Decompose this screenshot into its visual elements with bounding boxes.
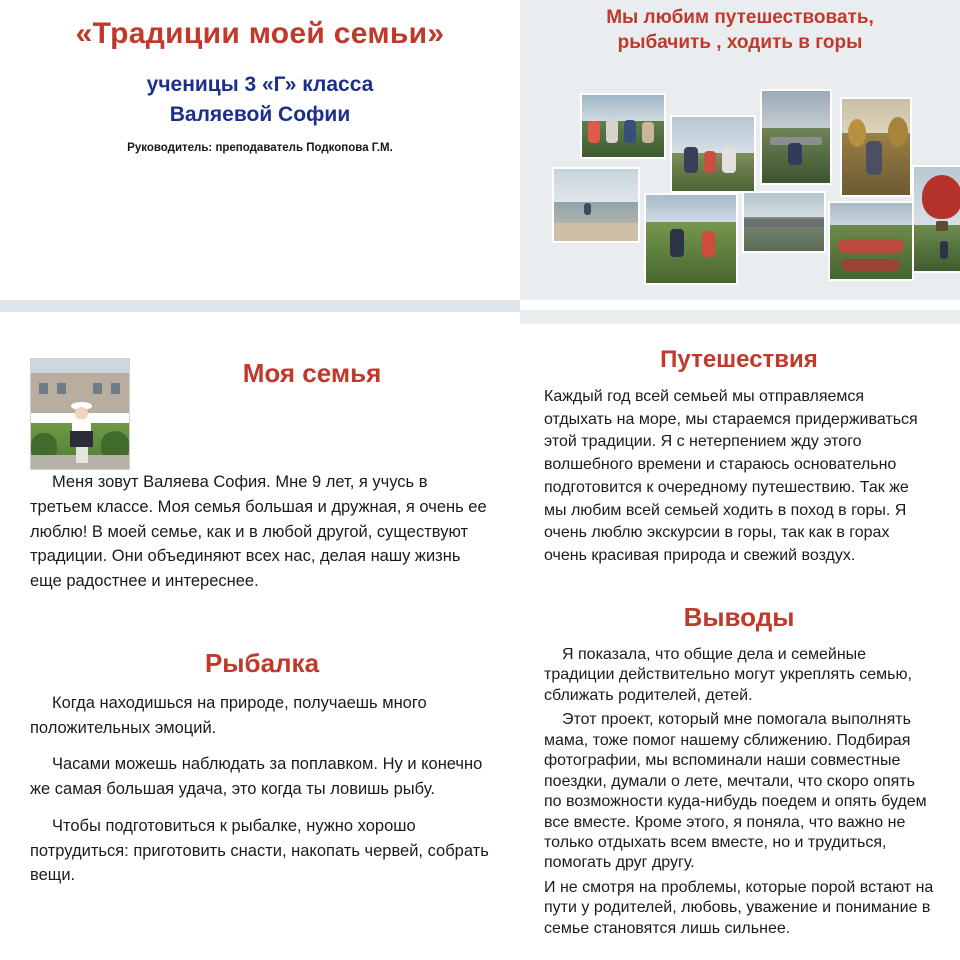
title-block <box>0 0 520 300</box>
photo-family-hike <box>670 115 756 193</box>
photo-road-mountains <box>760 89 832 185</box>
author-class-line: ученицы 3 «Г» класса <box>146 72 374 96</box>
supervisor-line: Руководитель: преподаватель Подкопова Г.М. <box>127 142 393 155</box>
photo-autumn-park <box>840 97 912 197</box>
photo-girl-school-uniform <box>30 358 130 470</box>
photo-bridge-river <box>742 191 826 253</box>
divider-left <box>0 300 520 312</box>
fishing-paragraph-1: Когда находишься на природе, получаешь много положительных эмоций. <box>30 693 427 737</box>
page-title: «Традиции моей семьи» <box>75 17 445 50</box>
author-name-line: Валяевой Софии <box>169 103 351 127</box>
heading-conclusions: Выводы <box>683 601 795 632</box>
photo-lawn-ball <box>644 193 738 285</box>
collage-stage <box>520 55 960 287</box>
left-column <box>0 312 520 960</box>
photo-mountain-group <box>580 93 666 159</box>
divider-right-band <box>520 310 960 324</box>
poster-header-band <box>0 0 960 300</box>
heading-fishing: Рыбалка <box>204 647 320 678</box>
photo-flower-garden <box>828 201 914 281</box>
family-paragraph: Меня зовут Валяева София. Мне 9 лет, я учусь в третьем классе. Моя семья большая и дружная, я очень ее люблю! В моей семье, как и в любой другой, существуют традиции. Они объединяют всех нас, делая нашу жизнь еще радостнее и интереснее. <box>30 473 487 590</box>
collage-heading <box>520 0 960 55</box>
fishing-paragraph-3: Чтобы подготовиться к рыбалке, нужно хорошо потрудиться: приготовить снасти, накопать червей, собрать вещи. <box>30 816 489 885</box>
fishing-paragraph-2: Часами можешь наблюдать за поплавком. Ну и конечно же самая большая удача, это когда ты ловишь рыбу. <box>30 755 483 798</box>
photo-collage-panel <box>520 0 960 300</box>
right-column <box>520 324 960 960</box>
collage-heading-line1: Мы любим путешествовать, <box>606 7 874 28</box>
heading-my-family: Моя семья <box>242 358 382 388</box>
photo-sea-beach <box>552 167 640 243</box>
collage-heading-line2: рыбачить , ходить в горы <box>617 31 863 53</box>
travel-paragraph: Каждый год всей семьей мы отправляемся отдыхать на море, мы стараемся придерживаться этой традиции. Я с нетерпением жду этого волшебного времени и стараюсь основательно подготовится к очередному путешествию. Так же мы любим всей семьей ходить в поход в горы. Я очень люблю экскурсии в горы, так как в горах очень красивая природа и свежий воздух. <box>544 388 918 565</box>
photo-hot-air-balloon <box>912 165 960 273</box>
conclusions-paragraph-2: Этот проект, который мне помогала выполнять мама, тоже помог нашему сближению. Подбирая фотографии, мы вспоминали наши совместные поездки, думали о лете, мечтали, что скоро опять по возможности куда-нибудь поедем и опять будем все вместе. Кроме этого, я поняла, что важно не только отдыхать всем вместе, но и трудиться, помогать друг другу. <box>544 711 927 872</box>
family-section-header-row <box>30 358 494 470</box>
conclusions-paragraph-1: Я показала, что общие дела и семейные традиции действительно могут укреплять семью, сближать родителей, детей. <box>544 645 912 704</box>
heading-travel: Путешествия <box>660 346 818 373</box>
conclusions-paragraph-3: И не смотря на проблемы, которые порой встают на пути у родителей, любовь, уважение и понимание в семье становятся лишь сильнее. <box>544 878 934 937</box>
